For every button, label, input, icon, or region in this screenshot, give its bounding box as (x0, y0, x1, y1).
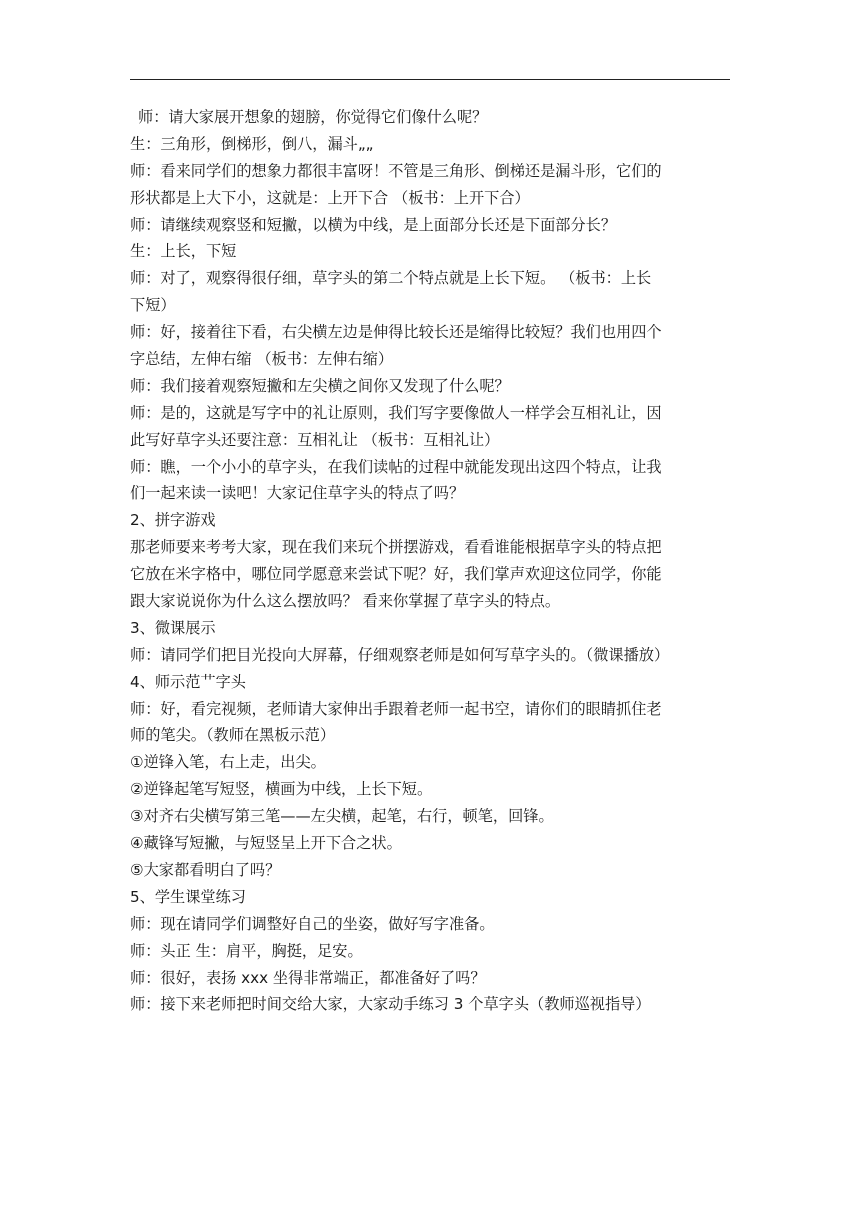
text-line: 师：请同学们把目光投向大屏幕，仔细观察老师是如何写草字头的。（微课播放） (130, 645, 670, 664)
section-heading: 3、微课展示 (130, 618, 216, 637)
text-line: 师：接下来老师把时间交给大家，大家动手练习 3 个草字头（教师巡视指导） (130, 995, 651, 1014)
section-heading: 5、学生课堂练习 (130, 887, 246, 906)
section-heading: 2、拼字游戏 (130, 511, 216, 530)
text-line: 师：我们接着观察短撇和左尖横之间你又发现了什么呢？ (130, 376, 510, 395)
text-line: 师：好，看完视频，老师请大家伸出手跟着老师一起书空，请你们的眼睛抓住老 (130, 699, 662, 718)
text-line: 师：请大家展开想象的翅膀，你觉得它们像什么呢？ (138, 108, 488, 126)
text-line: 师：瞧，一个小小的草字头，在我们读帖的过程中就能发现出这四个特点，让我 (130, 457, 662, 476)
text-line: 生：上长，下短 (130, 242, 237, 261)
step-item: ⑤大家都看明白了吗？ (130, 860, 281, 879)
text-line: 师：好，接着往下看，右尖横左边是伸得比较长还是缩得比较短？我们也用四个 (130, 323, 662, 342)
step-item: ①逆锋入笔，右上走，出尖。 (130, 753, 326, 772)
step-item: ③对齐右尖横写第三笔——左尖横，起笔，右行，顿笔，回锋。 (130, 807, 554, 826)
text-line: 师：头正 生：肩平，胸挺，足安。 (130, 941, 363, 960)
text-line: 师：看来同学们的想象力都很丰富呀！不管是三角形、倒梯还是漏斗形，它们的 (130, 161, 662, 180)
text-line: 师：请继续观察竖和短撇，以横为中线，是上面部分长还是下面部分长？ (130, 215, 616, 234)
step-item: ④藏锋写短撇，与短竖呈上开下合之状。 (130, 834, 402, 853)
text-line: 师：很好，表扬 xxx 坐得非常端正，都准备好了吗？ (130, 968, 486, 987)
text-line: 跟大家说说你为什么这么摆放吗？ 看来你掌握了草字头的特点。 (130, 592, 561, 611)
text-line: 师：对了，观察得很仔细，草字头的第二个特点就是上长下短。 （板书：上长 (130, 269, 652, 288)
text-line: 下短） (130, 296, 176, 315)
header-rule (130, 79, 730, 80)
text-line: 那老师要来考考大家，现在我们来玩个拼摆游戏，看看谁能根据草字头的特点把 (130, 538, 662, 557)
text-line: 字总结，左伸右缩 （板书：左伸右缩） (130, 350, 394, 369)
document-body (130, 104, 735, 1018)
text-line: 此写好草字头还要注意：互相礼让 （板书：互相礼让） (130, 430, 500, 449)
step-item: ②逆锋起笔写短竖，横画为中线，上长下短。 (130, 780, 433, 799)
text-line: 它放在米字格中，哪位同学愿意来尝试下呢？好，我们掌声欢迎这位同学，你能 (130, 565, 662, 584)
section-heading: 4、师示范艹字头 (130, 672, 246, 691)
text-line: 师的笔尖。（教师在黑板示范） (130, 726, 336, 745)
text-line: 师：现在请同学们调整好自己的坐姿，做好写字准备。 (130, 914, 495, 933)
text-line: 师：是的，这就是写字中的礼让原则，我们写字要像做人一样学会互相礼让，因 (130, 403, 662, 422)
text-line: 生：三角形，倒梯形，倒八，漏斗„„ (130, 134, 374, 153)
text-line: 形状都是上大下小，这就是：上开下合 （板书：上开下合） (130, 188, 530, 207)
text-line: 们一起来读一读吧！大家记住草字头的特点了吗？ (130, 484, 465, 503)
